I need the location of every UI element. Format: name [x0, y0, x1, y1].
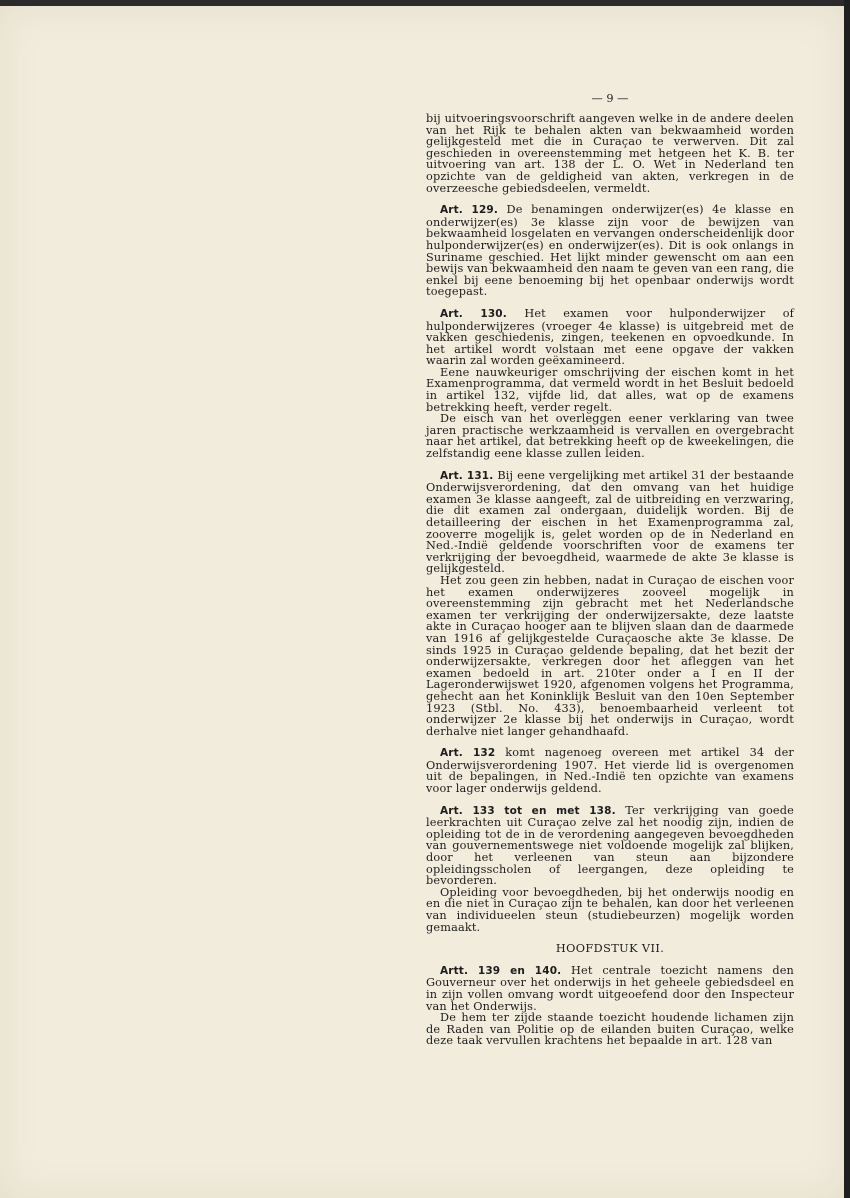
article-129: [426, 204, 794, 298]
article-text: Ter verkrijging van goede leerkrachten uit Curaçao zelve zal het noodig zijn, indien de opleiding tot de in de verordening aangegeven bevoegdheden van gouvernementswege niet voldoende mogelijk zal blijken, door het verleenen van steun aan bijzondere opleidingsscholen of leergangen, deze opleiding te bevorderen.: [426, 803, 794, 888]
article-label: Art. 132: [440, 747, 496, 760]
article-131: [426, 470, 794, 738]
article-139-140: [426, 965, 794, 1047]
article-text: komt nagenoeg overeen met artikel 34 der Onderwijsverordening 1907. Het vierde lid is overgenomen uit de bepalingen, in Ned.-Indië ten opzichte van examens voor lager onderwijs geldend.: [426, 746, 794, 796]
article-paragraph: Eene nauwkeuriger omschrijving der eischen komt in het Examenprogramma, dat vermeld wordt in het Besluit bedoeld in artikel 132, vijfde lid, dat alles, wat op de examens betrekking heeft, verder regelt.: [426, 365, 794, 414]
article-label: Art. 129.: [440, 204, 499, 217]
article-133-138: [426, 805, 794, 934]
article-label: Art. 130.: [440, 307, 507, 320]
article-label: Art. 131.: [440, 469, 494, 482]
article-text: Het centrale toezicht namens den Gouverneur over het onderwijs in het geheele gebiedsdeel en in zijn vollen omvang wordt uitgeoefend door den Inspecteur van het Onderwijs.: [426, 963, 794, 1013]
intro-section: [426, 113, 794, 194]
page-edge: [844, 0, 850, 1198]
article-text: Het examen voor hulponderwijzer of hulponderwijzeres (vroeger 4e klasse) is uitgebreid met de vakken geschiedenis, zingen, teekenen en opvoedkunde. In het artikel wordt volstaan met eene opgave der vakken waarin zal worden geëxamineerd.: [426, 306, 794, 368]
article-130: [426, 308, 794, 460]
article-paragraph: De hem ter zijde staande toezicht houdende lichamen zijn de Raden van Politie op de eilanden buiten Curaçao, welke deze taak vervullen krachtens het bepaalde in art. 128 van: [426, 1011, 794, 1048]
article-paragraph: Het zou geen zin hebben, nadat in Curaçao de eischen voor het examen onderwijzeres zooveel mogelijk in overeenstemming zijn gebracht met het Nederlandsche examen ter verkrijging der onderwijzersakte, deze laatste akte in Curaçao hooger aan te blijven slaan dan de daarmede van 1916 af gelijkgestelde Curaçaosche akte 3e klasse. De sinds 1925 in Curaçao geldende bepaling, dat het bezit der onderwijzersakte, verkregen door het afleggen van het examen bedoeld in art. 210ter onder a I en II der Lageronderwijswet 1920, afgenomen volgens het Programma, gehecht aan het Koninklijk Besluit van den 10en September 1923 (Stbl. No. 433), benoembaarheid verleent tot onderwijzer 2e klasse bij het onderwijs in Curaçao, wordt derhalve niet langer gehandhaafd.: [426, 573, 794, 738]
intro-paragraph: bij uitvoeringsvoorschrift aangeven welke in de andere deelen van het Rijk te behalen akten van bekwaamheid worden gelijkgesteld met die in Curaçao te verwerven. Dit zal geschieden in overeenstemming met hetgeen het K. B. ter uitvoering van art. 138 der L. O. Wet in Nederland ten opzichte van de geldigheid van akten, verkregen in de overzeesche gebiedsdeelen, vermeldt.: [426, 112, 794, 195]
article-label: Art. 133 tot en met 138.: [440, 804, 616, 817]
article-text: Bij eene vergelijking met artikel 31 der bestaande Onderwijsverordening, dat den omvang van het huidige examen 3e klasse aangeeft, zal de uitbreiding en verzwaring, die dit examen zal ondergaan, duidelijk worden. Bij de detailleering der eischen in het Examenprogramma zal, zooverre mogelijk is, gelet worden op de in Nederland en Ned.-Indië geldende voorschriften voor de examens ter verkrijging der bevoegdheid, waarmede de akte 3e klasse is gelijkgesteld.: [426, 468, 794, 576]
article-132: [426, 747, 794, 794]
chapter-heading: HOOFDSTUK VII.: [555, 942, 665, 956]
page-number: — 9 —: [591, 92, 629, 105]
article-label: Artt. 139 en 140.: [440, 964, 562, 977]
article-text: De benamingen onderwijzer(es) 4e klasse en onderwijzer(es) 3e klasse zijn voor de bewijzen van bekwaamheid losgelaten en vervangen onderscheidenlijk door hulponderwijzer(es) en onderwijzer(es). Dit is ook onlangs in Suriname geschied. Het lijkt minder gewenscht om aan een bewijs van bekwaamheid den naam te geven van een rang, die enkel bij eene benoeming bij het openbaar onderwijs wordt toegepast.: [426, 203, 794, 299]
article-paragraph: De eisch van het overleggen eener verklaring van twee jaren practische werkzaamheid is vervallen en overgebracht naar het artikel, dat betrekking heeft op de kweekelingen, die zelfstandig eene klasse zullen leiden.: [426, 412, 794, 461]
text-column: [426, 113, 794, 1057]
article-paragraph: Opleiding voor bevoegdheden, bij het onderwijs noodig en en die niet in Curaçao zijn te behalen, kan door het verleenen van individueelen steun (studiebeurzen) mogelijk worden gemaakt.: [426, 885, 794, 934]
